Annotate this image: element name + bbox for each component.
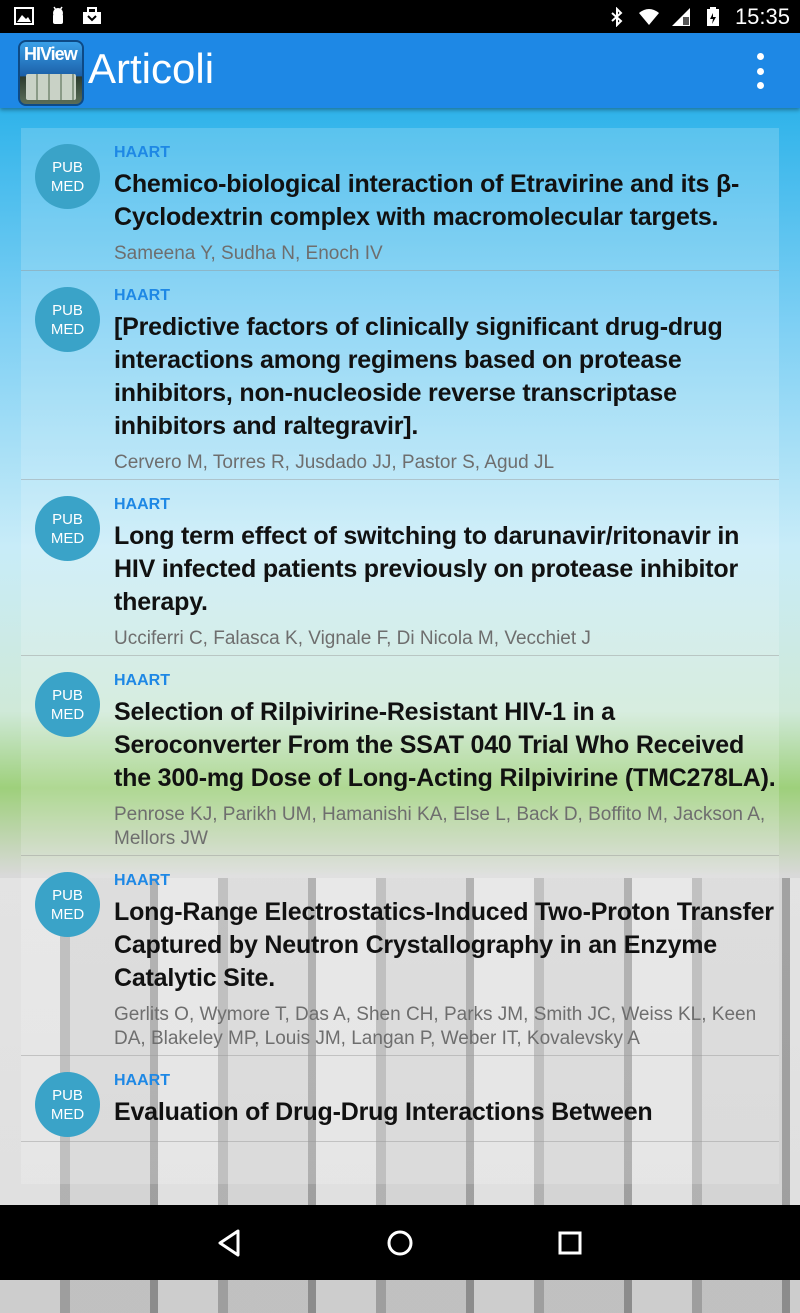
android-icon bbox=[48, 6, 68, 26]
article-tag: HAART bbox=[114, 672, 170, 689]
recents-icon[interactable] bbox=[554, 1227, 586, 1259]
article-item[interactable] bbox=[21, 128, 779, 271]
article-title: Evaluation of Drug-Drug Interactions Between bbox=[114, 1098, 653, 1126]
article-item[interactable] bbox=[21, 1056, 779, 1142]
status-time: 15:35 bbox=[734, 4, 790, 29]
article-title: Long term effect of switching to darunavir/ritonavir in HIV infected patients previously on protease inhibitor therapy. bbox=[114, 522, 740, 616]
image-icon bbox=[14, 6, 34, 26]
bag-icon bbox=[82, 6, 102, 26]
app-bar bbox=[0, 33, 800, 108]
article-authors: Ucciferri C, Falasca K, Vignale F, Di Nicola M, Vecchiet J bbox=[114, 628, 591, 649]
wifi-icon bbox=[639, 7, 659, 27]
article-authors: Gerlits O, Wymore T, Das A, Shen CH, Parks JM, Smith JC, Weiss KL, Keen DA, Blakeley MP, Louis JM, Langan P, Weber IT, Kovalevsky A bbox=[114, 1004, 757, 1049]
app-logo bbox=[18, 40, 84, 106]
article-authors: Cervero M, Torres R, Jusdado JJ, Pastor S, Agud JL bbox=[114, 452, 555, 473]
pubmed-badge: PUB MED bbox=[35, 1072, 100, 1137]
article-tag: HAART bbox=[114, 872, 170, 889]
signal-icon bbox=[671, 7, 691, 27]
article-tag: HAART bbox=[114, 1072, 170, 1089]
article-title: Long-Range Electrostatics-Induced Two-Proton Transfer Captured by Neutron Crystallography in an Enzyme Catalytic Site. bbox=[114, 898, 774, 992]
article-item[interactable] bbox=[21, 271, 779, 480]
article-title: Selection of Rilpivirine-Resistant HIV-1 in a Seroconverter From the SSAT 040 Trial Who Received the 300-mg Dose of Long-Acting Rilpivirine (TMC278LA). bbox=[114, 698, 776, 792]
article-tag: HAART bbox=[114, 496, 170, 513]
status-bar bbox=[0, 0, 800, 33]
pubmed-badge: PUB MED bbox=[35, 496, 100, 561]
article-authors bbox=[114, 1137, 777, 1141]
article-item[interactable] bbox=[21, 480, 779, 656]
article-authors: Sameena Y, Sudha N, Enoch IV bbox=[114, 243, 383, 264]
article-tag: HAART bbox=[114, 144, 170, 161]
article-title: Chemico-biological interaction of Etravirine and its β-Cyclodextrin complex with macromolecular targets. bbox=[114, 170, 740, 231]
article-item[interactable] bbox=[21, 656, 779, 856]
app-logo-text: HIView bbox=[24, 44, 77, 64]
article-tag: HAART bbox=[114, 287, 170, 304]
bluetooth-icon bbox=[607, 7, 627, 27]
pubmed-badge: PUB MED bbox=[35, 287, 100, 352]
books-icon bbox=[26, 74, 76, 100]
overflow-menu-icon[interactable] bbox=[750, 53, 770, 89]
pubmed-badge: PUB MED bbox=[35, 672, 100, 737]
article-list[interactable] bbox=[21, 128, 779, 1184]
back-icon[interactable] bbox=[214, 1227, 246, 1259]
article-authors: Penrose KJ, Parikh UM, Hamanishi KA, Else L, Back D, Boffito M, Jackson A, Mellors JW bbox=[114, 804, 766, 849]
navigation-bar bbox=[0, 1205, 800, 1280]
pubmed-badge: PUB MED bbox=[35, 872, 100, 937]
article-title: [Predictive factors of clinically significant drug-drug interactions among regimens based on protease inhibitors, non-nucleoside reverse transcriptase inhibitors and raltegravir]. bbox=[114, 313, 723, 440]
pubmed-badge: PUB MED bbox=[35, 144, 100, 209]
page-title: Articoli bbox=[88, 45, 215, 92]
battery-icon bbox=[703, 7, 723, 27]
home-icon[interactable] bbox=[384, 1227, 416, 1259]
article-item[interactable] bbox=[21, 856, 779, 1056]
